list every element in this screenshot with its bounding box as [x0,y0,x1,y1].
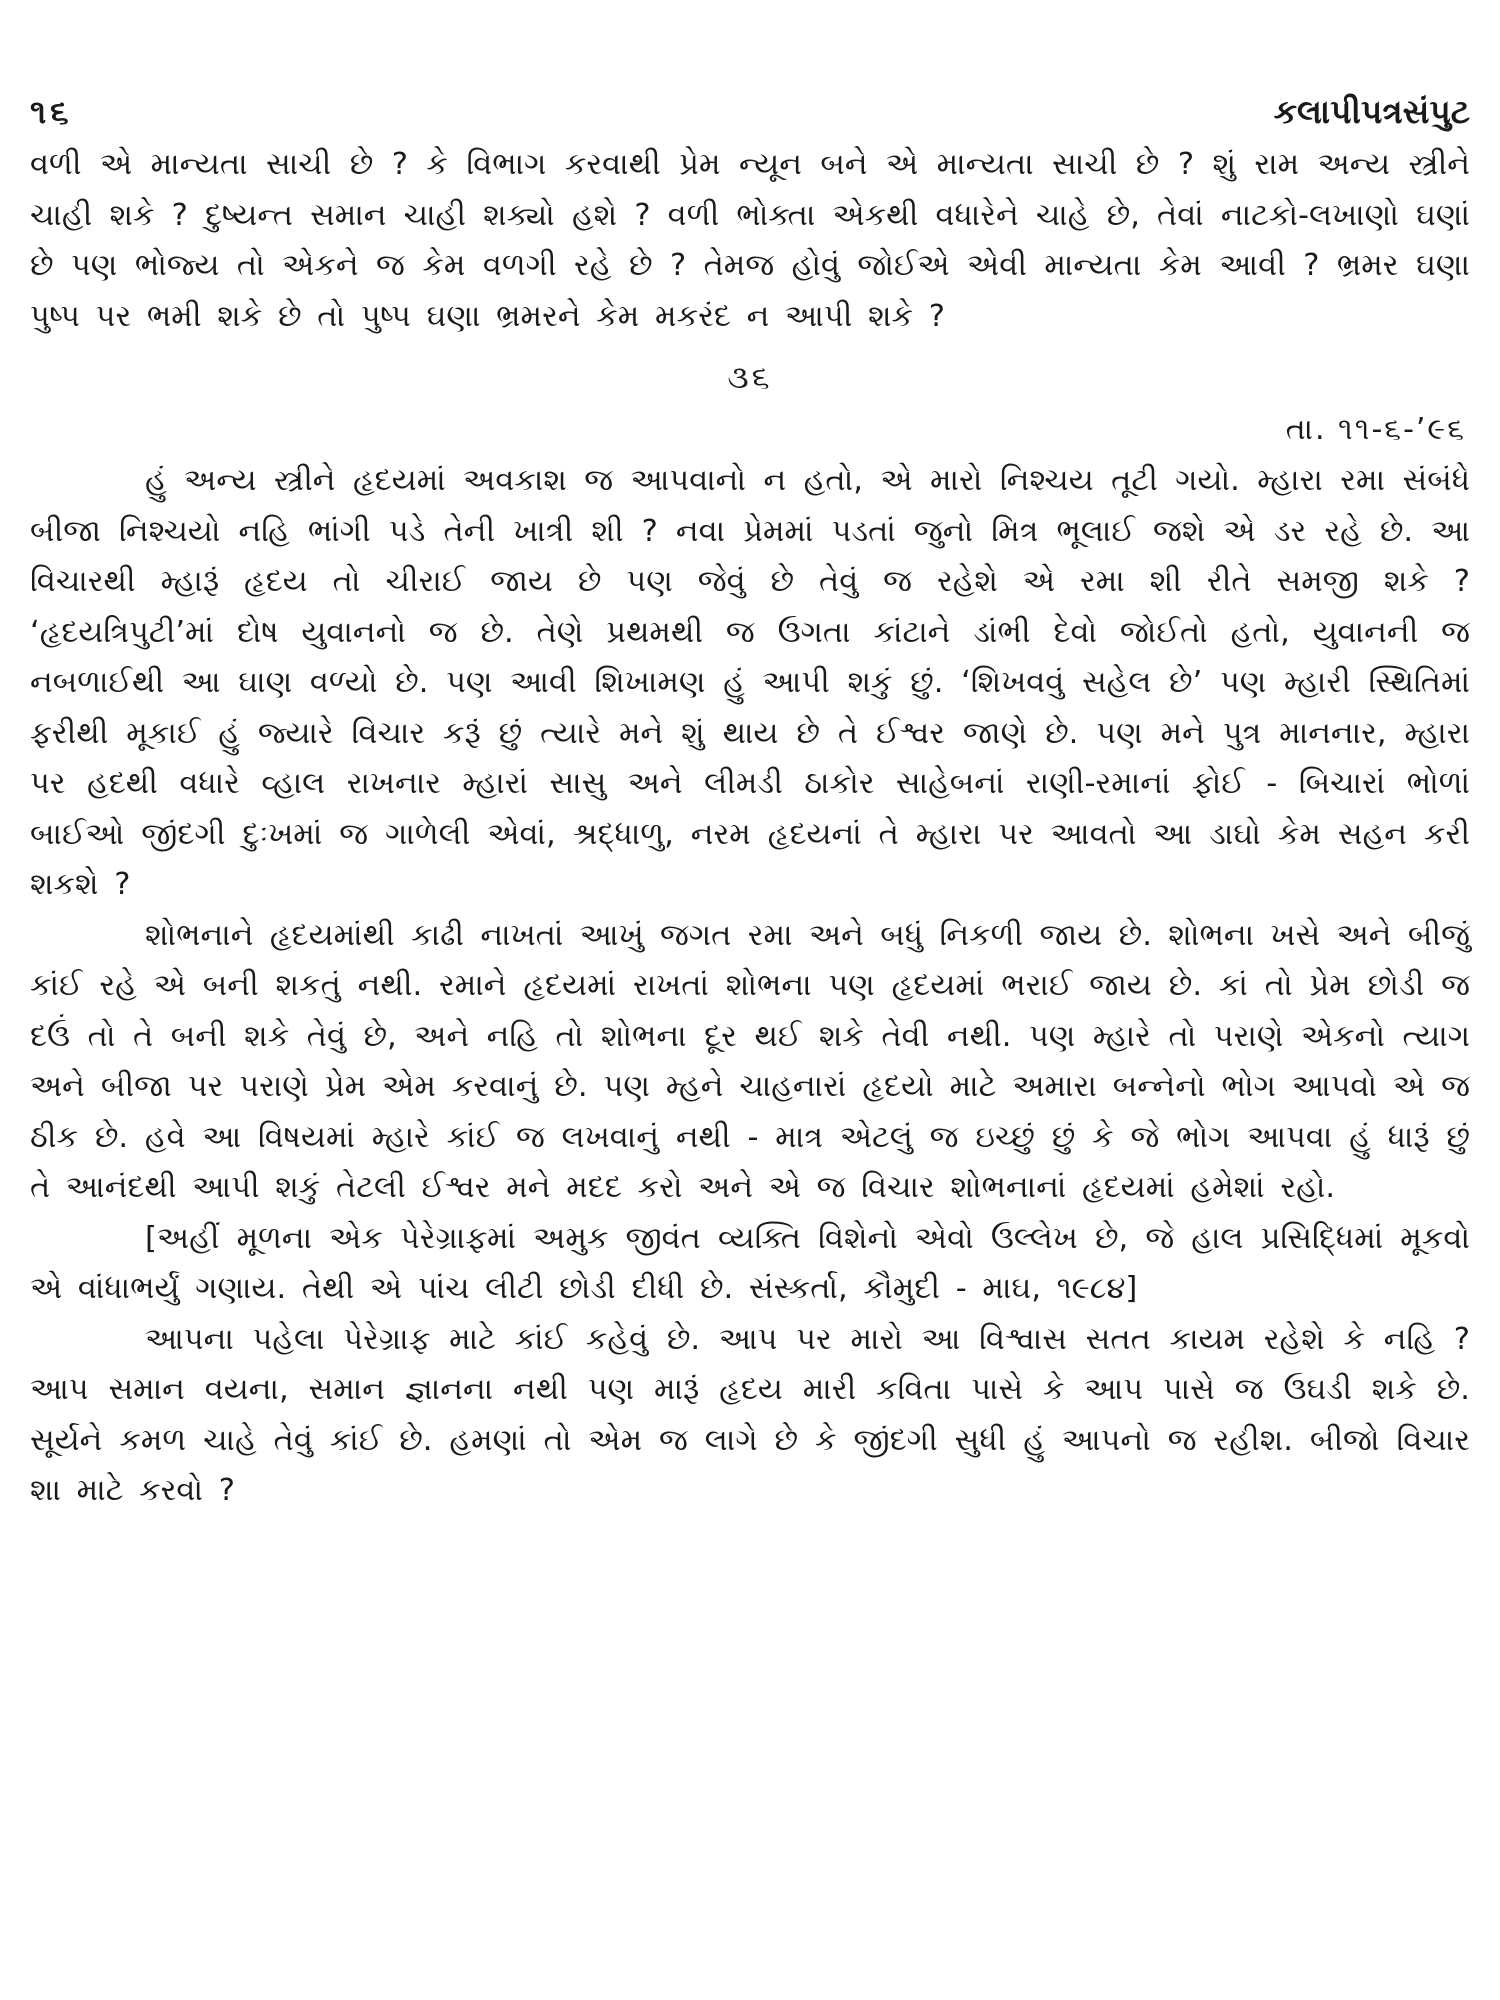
editor-note: [અહીં મૂળના એક પેરેગ્રાફમાં અમુક જીવંત વ્યક્તિ વિશેનો એવો ઉલ્લેખ છે, જે હાલ પ્રસિદ્ધિમાં મૂકવો એ વાંધાભર્યું ગણાય. તેથી એ પાંચ લીટી છોડી દીધી છે. સંસ્કર્તા, કૌમુદી - માઘ, ૧૯૮૪] [30,1220,1470,1306]
running-header [30,88,1470,136]
paragraph-continued: વળી એ માન્યતા સાચી છે ? કે વિભાગ કરવાથી પ્રેમ ન્યૂન બને એ માન્યતા સાચી છે ? શું રામ અન્ય સ્ત્રીને ચાહી શકે ? દુષ્યન્ત સમાન ચાહી શક્યો હશે ? વળી ભોક્તા એકથી વધારેને ચાહે છે, તેવાં નાટકો-લખાણો ઘણાં છે પણ ભોજ્ય તો એકને જ કેમ વળગી રહે છે ? તેમજ હોવું જોઈએ એવી માન્યતા કેમ આવી ? ભ્રમર ઘણા પુષ્પ પર ભમી શકે છે તો પુષ્પ ઘણા ભ્રમરને કેમ મકરંદ ન આપી શકે ? [30,147,1470,334]
letter-paragraph: હું અન્ય સ્ત્રીને હૃદયમાં અવકાશ જ આપવાનો ન હતો, એ મારો નિશ્ચય તૂટી ગયો. મ્હારા રમા સંબંધે બીજા નિશ્ચયો નહિ ભાંગી પડે તેની ખાત્રી શી ? નવા પ્રેમમાં પડતાં જુનો મિત્ર ભૂલાઈ જશે એ ડર રહે છે. આ વિચારથી મ્હારૂં હૃદય તો ચીરાઈ જાય છે પણ જેવું છે તેવું જ રહેશે એ રમા શી રીતે સમજી શકે ? ‘હૃદયત્રિપુટી’માં દોષ યુવાનનો જ છે. તેણે પ્રથમથી જ ઉગતા કાંટાને ડાંભી દેવો જોઈતો હતો, યુવાનની જ નબળાઈથી આ ઘાણ વળ્યો છે. પણ આવી શિખામણ હું આપી શકું છું. ‘શિખવવું સહેલ છે’ પણ મ્હારી સ્થિતિમાં ફરીથી મૂકાઈ હું જ્યારે વિચાર કરૂં છું ત્યારે મને શું થાય છે તે ઈશ્વર જાણે છે. પણ મને પુત્ર માનનાર, મ્હારા પર હદથી વધારે વ્હાલ રાખનાર મ્હારાં સાસુ અને લીમડી ઠાકોર સાહેબનાં રાણી-રમાનાં ફોઈ - બિચારાં ભોળાં બાઈઓ જીંદગી દુઃખમાં જ ગાળેલી એવાં, શ્રદ્ધાળુ, નરમ હૃદયનાં તે મ્હારા પર આવતો આ ડાઘો કેમ સહન કરી શકશે ? [30,463,1470,902]
page-number: ૧૬ [30,92,73,131]
book-title: કલાપીપત્રસંપુટ [1273,92,1470,131]
letter-paragraph: શોભનાને હૃદયમાંથી કાઢી નાખતાં આખું જગત રમા અને બધું નિકળી જાય છે. શોભના ખસે અને બીજું કાંઈ રહે એ બની શકતું નથી. રમાને હૃદયમાં રાખતાં શોભના પણ હૃદયમાં ભરાઈ જાય છે. કાં તો પ્રેમ છોડી જ દઉં તો તે બની શકે તેવું છે, અને નહિ તો શોભના દૂર થઈ શકે તેવી નથી. પણ મ્હારે તો પરાણે એકનો ત્યાગ અને બીજા પર પરાણે પ્રેમ એમ કરવાનું છે. પણ મ્હને ચાહનારાં હૃદયો માટે અમારા બન્નેનો ભોગ આપવો એ જ ઠીક છે. હવે આ વિષયમાં મ્હારે કાંઈ જ લખવાનું નથી - માત્ર એટલું જ ઇચ્છું છું કે જે ભોગ આપવા હું ધારૂં છું તે આનંદથી આપી શકું તેટલી ઈશ્વર મને મદદ કરો અને એ જ વિચાર શોભનાનાં હૃદયમાં હમેશાં રહો. [30,917,1470,1205]
letter-number: ૩૬ [727,358,773,396]
letter-date: તા. ૧૧-૬-’૯૬ [1285,412,1466,447]
closing-paragraph: આપના પહેલા પેરેગ્રાફ માટે કાંઈ કહેવું છે. આપ પર મારો આ વિશ્વાસ સતત કાયમ રહેશે કે નહિ ? આપ સમાન વયના, સમાન જ્ઞાનના નથી પણ મારૂં હૃદય મારી કવિતા પાસે કે આપ પાસે જ ઉઘડી શકે છે. સૂર્યને કમળ ચાહે તેવું કાંઈ છે. હમણાં તો એમ જ લાગે છે કે જીંદગી સુધી હું આપનો જ રહીશ. બીજો વિચાર શા માટે કરવો ? [30,1321,1470,1508]
